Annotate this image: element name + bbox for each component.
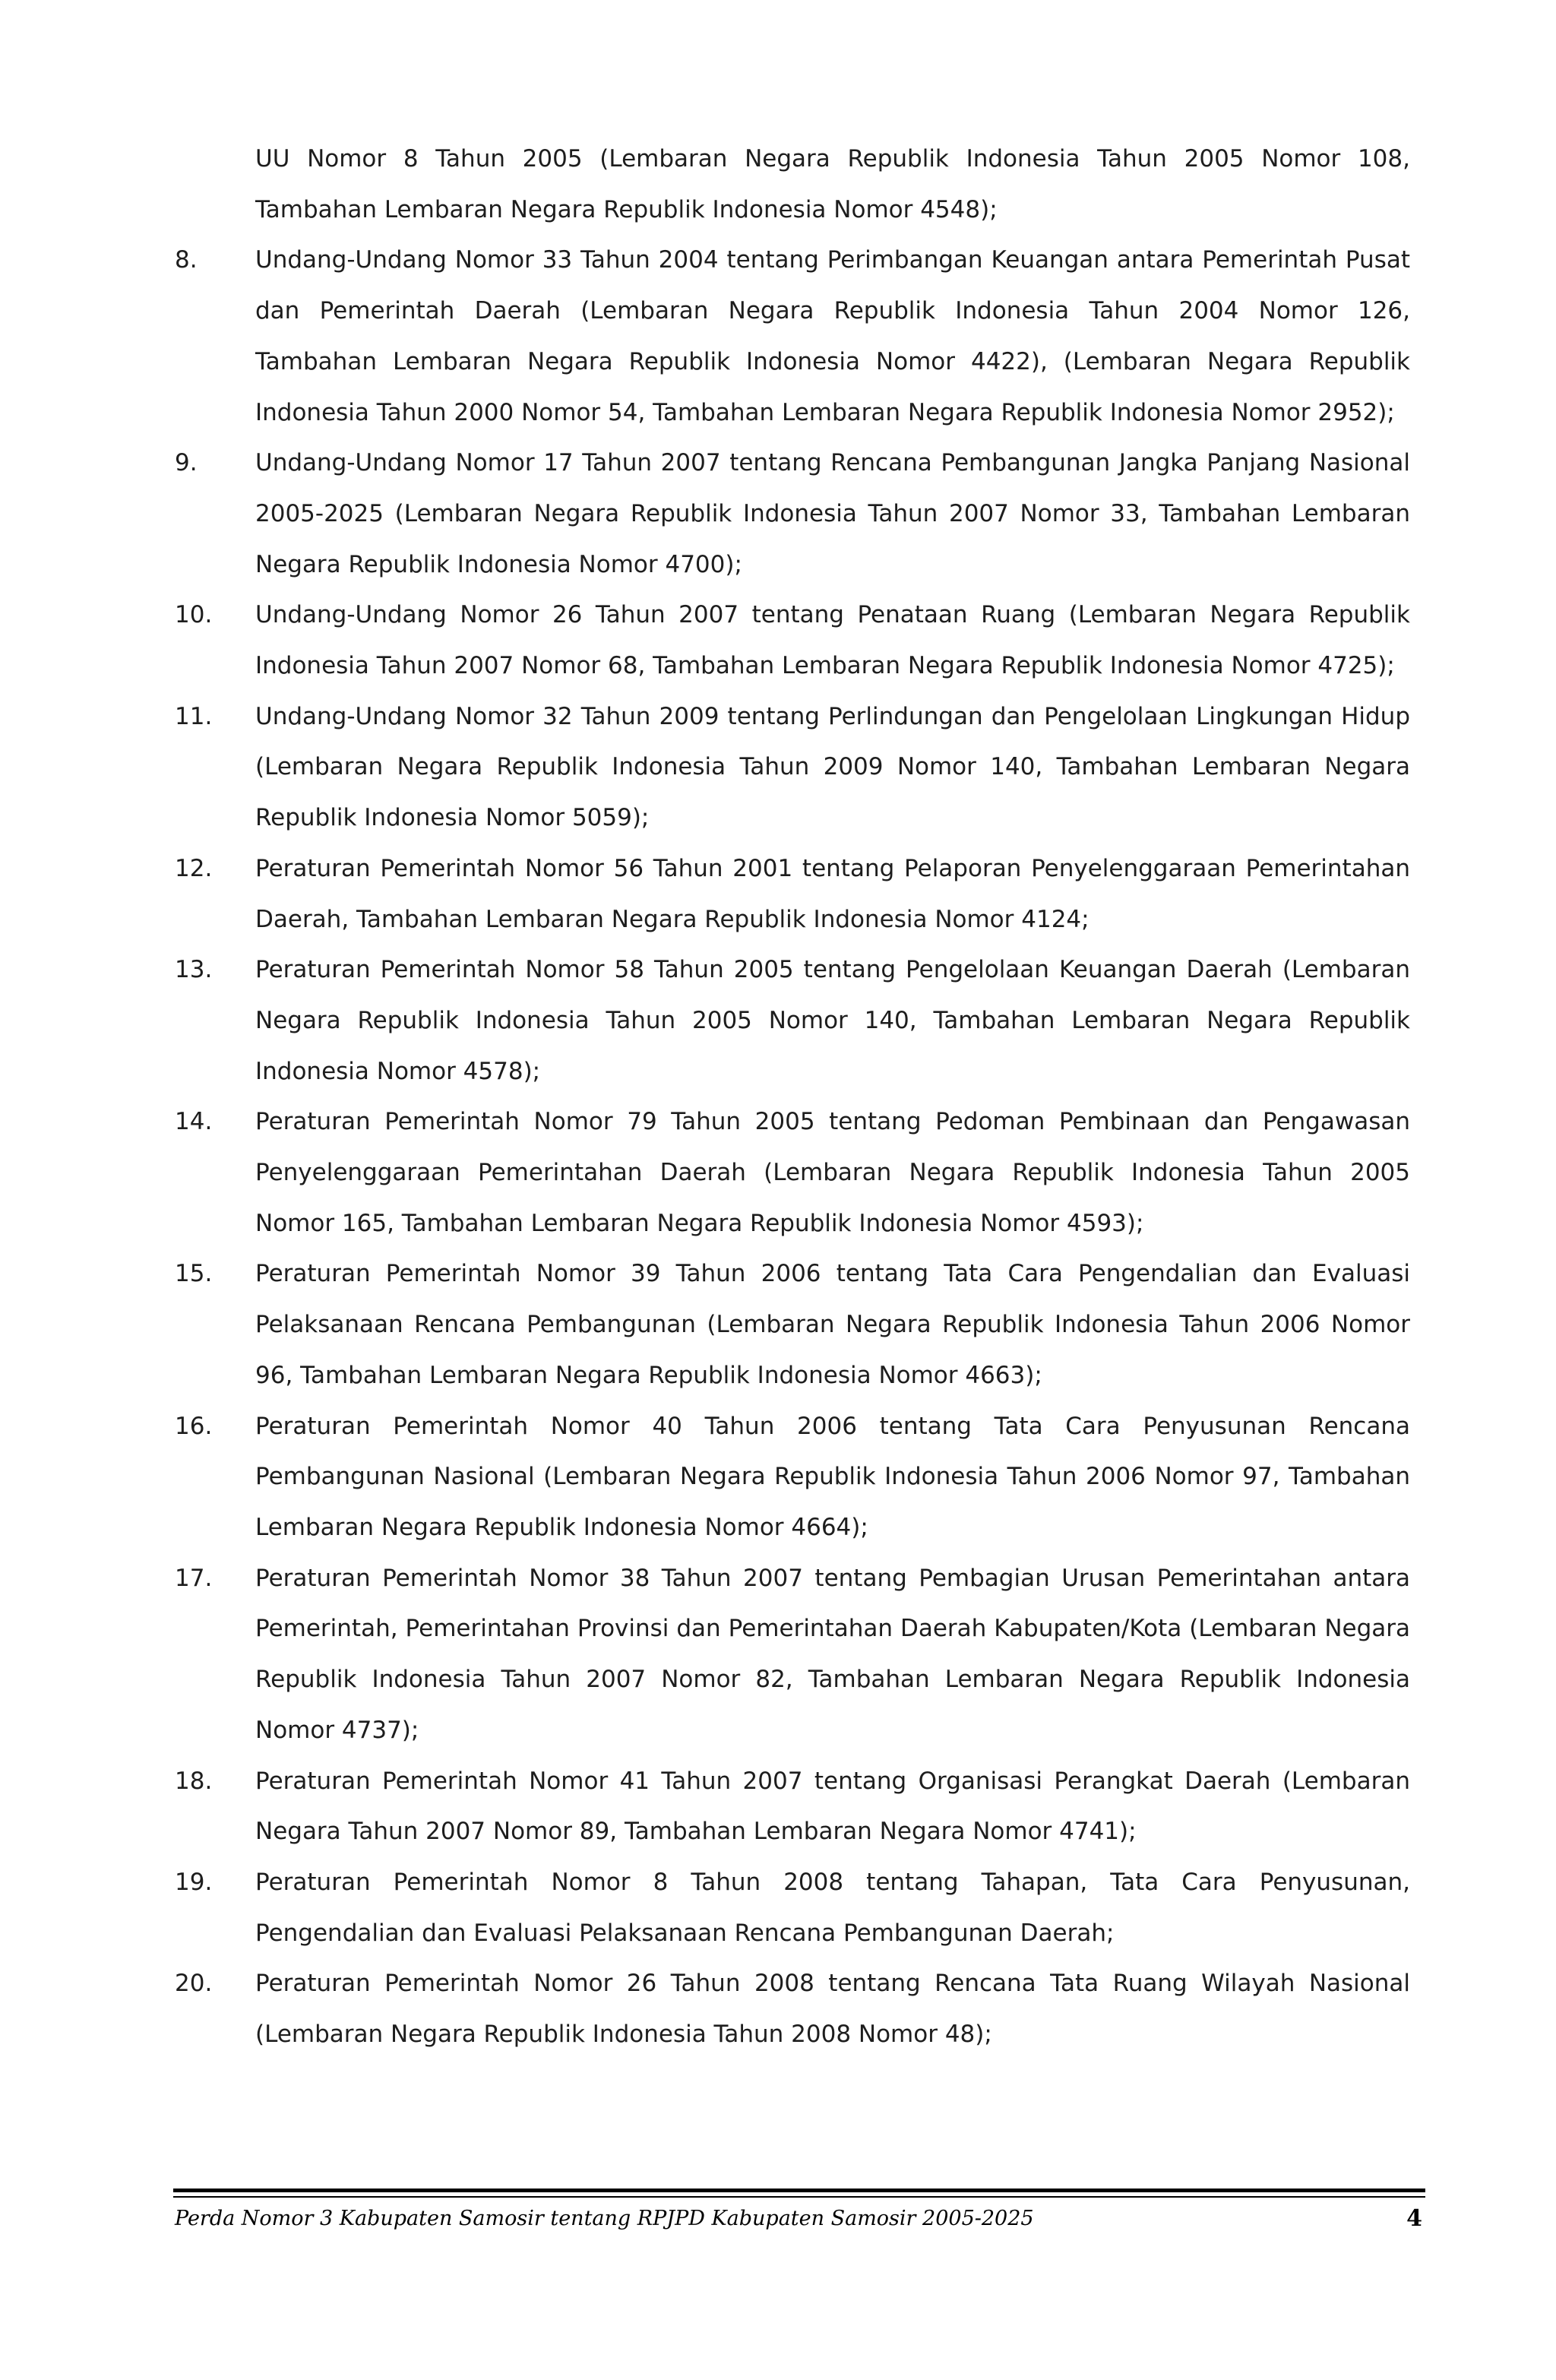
item-number: 14. (175, 1108, 213, 1136)
list-item (175, 1401, 1410, 1553)
item-text: Peraturan Pemerintah Nomor 41 Tahun 2007 tentang Organisasi Perangkat Daerah (Lembaran Negara Tahun 2007 Nomor 89, Tambahan Lembaran Negara Nomor 4741); (255, 1767, 1410, 1846)
item-number: 15. (175, 1260, 213, 1288)
item-text: Peraturan Pemerintah Nomor 8 Tahun 2008 tentang Tahapan, Tata Cara Penyusunan, Pengendalian dan Evaluasi Pelaksanaan Rencana Pembangunan Daerah; (255, 1868, 1410, 1947)
item-number: 16. (175, 1412, 213, 1440)
list-item (175, 1097, 1410, 1249)
item-text: Undang-Undang Nomor 32 Tahun 2009 tentang Perlindungan dan Pengelolaan Lingkungan Hidup (Lembaran Negara Republik Indonesia Tahun 2009 Nomor 140, Tambahan Lembaran Negara Republik Indonesia Nomor 5059); (255, 702, 1410, 832)
list-item (175, 1756, 1410, 1857)
list-item (175, 438, 1410, 590)
item-text: Undang-Undang Nomor 26 Tahun 2007 tentang Penataan Ruang (Lembaran Negara Republik Indonesia Tahun 2007 Nomor 68, Tambahan Lembaran Negara Republik Indonesia Nomor 4725); (255, 601, 1410, 680)
item-number: 17. (175, 1564, 213, 1592)
list-item (175, 1249, 1410, 1400)
list-item (175, 1553, 1410, 1756)
item-text: Undang-Undang Nomor 17 Tahun 2007 tentang Rencana Pembangunan Jangka Panjang Nasional 2005-2025 (Lembaran Negara Republik Indonesia Tahun 2007 Nomor 33, Tambahan Lembaran Negara Republik Indonesia Nomor 4700); (255, 449, 1410, 578)
list-item (175, 1958, 1410, 2059)
item-number: 19. (175, 1868, 213, 1896)
item-text: Peraturan Pemerintah Nomor 79 Tahun 2005 tentang Pedoman Pembinaan dan Pengawasan Penyelenggaraan Pemerintahan Daerah (Lembaran Negara Republik Indonesia Tahun 2005 Nomor 165, Tambahan Lembaran Negara Republik Indonesia Nomor 4593); (255, 1108, 1410, 1237)
item-text: Peraturan Pemerintah Nomor 58 Tahun 2005 tentang Pengelolaan Keuangan Daerah (Lembaran Negara Republik Indonesia Tahun 2005 Nomor 140, Tambahan Lembaran Negara Republik Indonesia Nomor 4578); (255, 956, 1410, 1085)
item-text: Peraturan Pemerintah Nomor 38 Tahun 2007 tentang Pembagian Urusan Pemerintahan antara Pemerintah, Pemerintahan Provinsi dan Pemerintahan Daerah Kabupaten/Kota (Lembaran Negara Republik Indonesia Tahun 2007 Nomor 82, Tambahan Lembaran Negara Republik Indonesia Nomor 4737); (255, 1564, 1410, 1744)
item-text: Undang-Undang Nomor 33 Tahun 2004 tentang Perimbangan Keuangan antara Pemerintah Pusat dan Pemerintah Daerah (Lembaran Negara Republik Indonesia Tahun 2004 Nomor 126, Tambahan Lembaran Negara Republik Indonesia Nomor 4422), (Lembaran Negara Republik Indonesia Tahun 2000 Nomor 54, Tambahan Lembaran Negara Republik Indonesia Nomor 2952); (255, 246, 1410, 426)
item-text: UU Nomor 8 Tahun 2005 (Lembaran Negara Republik Indonesia Tahun 2005 Nomor 108, Tambahan Lembaran Negara Republik Indonesia Nomor 4548); (255, 145, 1410, 223)
item-number: 11. (175, 702, 213, 730)
list-item (175, 590, 1410, 691)
item-text: Peraturan Pemerintah Nomor 40 Tahun 2006 tentang Tata Cara Penyusunan Rencana Pembangunan Nasional (Lembaran Negara Republik Indonesia Tahun 2006 Nomor 97, Tambahan Lembaran Negara Republik Indonesia Nomor 4664); (255, 1412, 1410, 1541)
footer-divider-thin (173, 2196, 1425, 2198)
regulation-list (175, 134, 1410, 2060)
list-item (175, 945, 1410, 1097)
item-number: 20. (175, 1970, 213, 1998)
item-number: 13. (175, 956, 213, 984)
item-text: Peraturan Pemerintah Nomor 39 Tahun 2006 tentang Tata Cara Pengendalian dan Evaluasi Pelaksanaan Rencana Pembangunan (Lembaran Negara Republik Indonesia Tahun 2006 Nomor 96, Tambahan Lembaran Negara Republik Indonesia Nomor 4663); (255, 1260, 1410, 1389)
item-text: Peraturan Pemerintah Nomor 56 Tahun 2001 tentang Pelaporan Penyelenggaraan Pemerintahan Daerah, Tambahan Lembaran Negara Republik Indonesia Nomor 4124; (255, 854, 1410, 933)
item-number: 10. (175, 601, 213, 629)
footer-title: Perda Nomor 3 Kabupaten Samosir tentang RPJPD Kabupaten Samosir 2005-2025 (175, 2207, 1034, 2230)
list-item (175, 843, 1410, 945)
item-text: Peraturan Pemerintah Nomor 26 Tahun 2008 tentang Rencana Tata Ruang Wilayah Nasional (Lembaran Negara Republik Indonesia Tahun 2008 Nomor 48); (255, 1970, 1410, 2049)
item-number: 8. (175, 246, 198, 274)
footer-divider-thick (173, 2189, 1425, 2192)
list-item (175, 692, 1410, 843)
list-item (175, 235, 1410, 438)
item-number: 9. (175, 449, 198, 477)
list-item-continuation (175, 134, 1410, 235)
item-number: 18. (175, 1767, 213, 1795)
page-number: 4 (1406, 2205, 1422, 2232)
list-item (175, 1857, 1410, 1958)
item-number: 12. (175, 854, 213, 882)
